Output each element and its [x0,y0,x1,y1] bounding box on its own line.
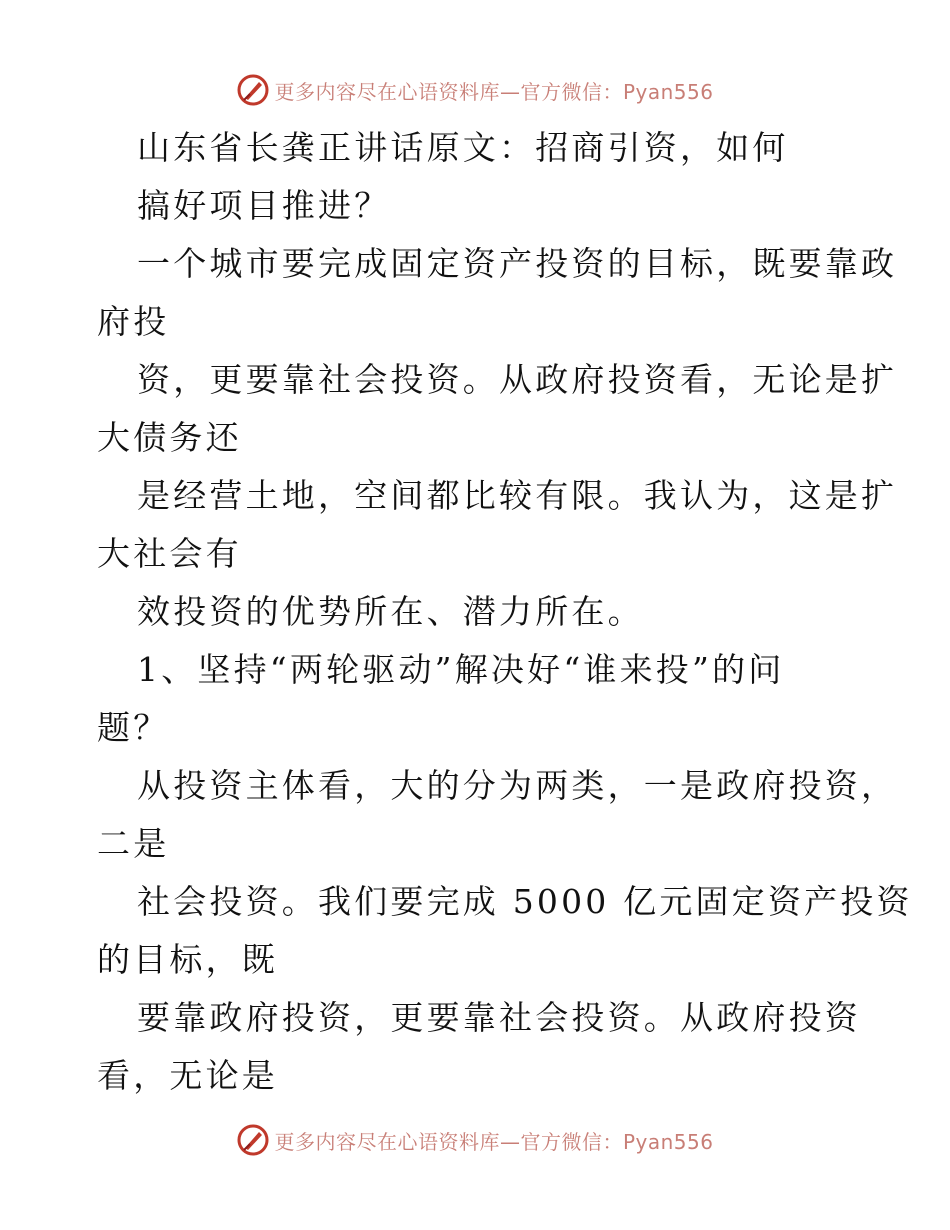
paragraph-line: 社会投资。我们要完成 5000 亿元固定资产投资 [137,882,913,921]
paragraph-line: 资，更要靠社会投资。从政府投资看，无论是扩 [137,360,898,399]
paragraph-line: 二是 [97,824,170,863]
paragraph-line: 大社会有 [97,534,242,573]
paragraph-line: 看，无论是 [97,1056,278,1095]
paragraph-line: 从投资主体看，大的分为两类，一是政府投资， [137,766,898,805]
banner-text: 更多内容尽在心语资料库—官方微信：Pyan556 [274,1129,714,1154]
header-watermark-banner [0,72,950,108]
quill-logo-icon [236,1123,270,1157]
paragraph-line: 要靠政府投资，更要靠社会投资。从政府投资 [137,998,861,1037]
title-line-2: 搞好项目推进？ [137,186,391,225]
footer-watermark-banner [0,1122,950,1158]
title-line-1: 山东省长龚正讲话原文：招商引资，如何 [137,128,789,167]
paragraph-line: 的目标，既 [97,940,278,979]
paragraph-line: 大债务还 [97,418,242,457]
banner-text: 更多内容尽在心语资料库—官方微信：Pyan556 [274,79,714,104]
quill-logo-icon [236,73,270,107]
paragraph-line: 府投 [97,302,170,341]
paragraph-line: 一个城市要完成固定资产投资的目标，既要靠政 [137,244,898,283]
paragraph-line: 效投资的优势所在、潜力所在。 [137,592,644,631]
paragraph-line: 是经营土地，空间都比较有限。我认为，这是扩 [137,476,898,515]
section-heading-line: 题？ [97,708,170,747]
section-heading-line: 1、坚持“两轮驱动”解决好“谁来投”的问 [137,650,785,689]
